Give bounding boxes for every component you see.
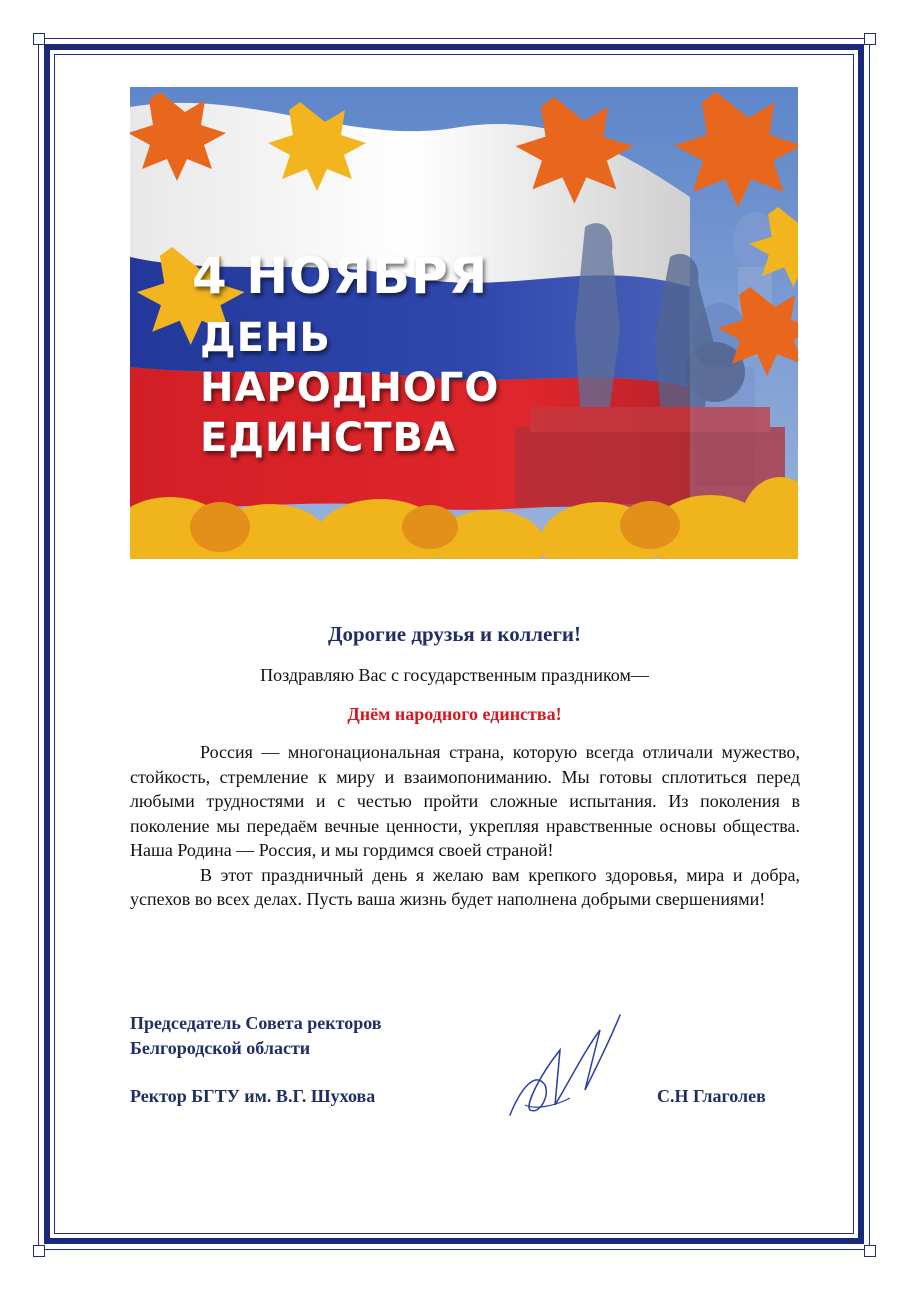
signer-title: Белгородской области [130, 1038, 311, 1058]
holiday-banner [130, 87, 798, 559]
congrats-line: Поздравляю Вас с государственным праздником— [260, 665, 649, 685]
letter-paragraph: Россия — многонациональная страна, которую всегда отличали мужество, стойкость, стремление к миру и взаимопониманию. Мы готовы сплотиться перед любыми трудностями и с честью пройти сложные испытания. Из поколения в поколение мы передаём вечные ценности, укрепляя нравственные основы общества. Наша Родина — Россия, и мы гордимся своей страной! [130, 742, 800, 860]
greeting-heading: Дорогие друзья и коллеги! [328, 622, 581, 646]
banner-date: 4 НОЯБРЯ [192, 247, 489, 305]
banner-title-line: ДЕНЬ [200, 315, 331, 361]
frame-corner [33, 1245, 45, 1257]
signer-name: С.Н Глаголев [657, 1086, 766, 1106]
handwritten-signature [500, 1010, 640, 1130]
signer-title: Председатель Совета ректоров [130, 1013, 382, 1033]
frame-corner [33, 33, 45, 45]
signer-position: Ректор БГТУ им. В.Г. Шухова [130, 1086, 376, 1106]
frame-corner [864, 33, 876, 45]
banner-title-line: ЕДИНСТВА [200, 415, 456, 461]
frame-corner [864, 1245, 876, 1257]
banner-title-line: НАРОДНОГО [200, 365, 500, 411]
letter-body [130, 740, 800, 912]
letter-paragraph: В этот праздничный день я желаю вам крепкого здоровья, мира и добра, успехов во всех делах. Пусть ваша жизнь будет наполнена добрыми свершениями! [130, 864, 800, 909]
holiday-name: Днём народного единства! [347, 704, 562, 724]
